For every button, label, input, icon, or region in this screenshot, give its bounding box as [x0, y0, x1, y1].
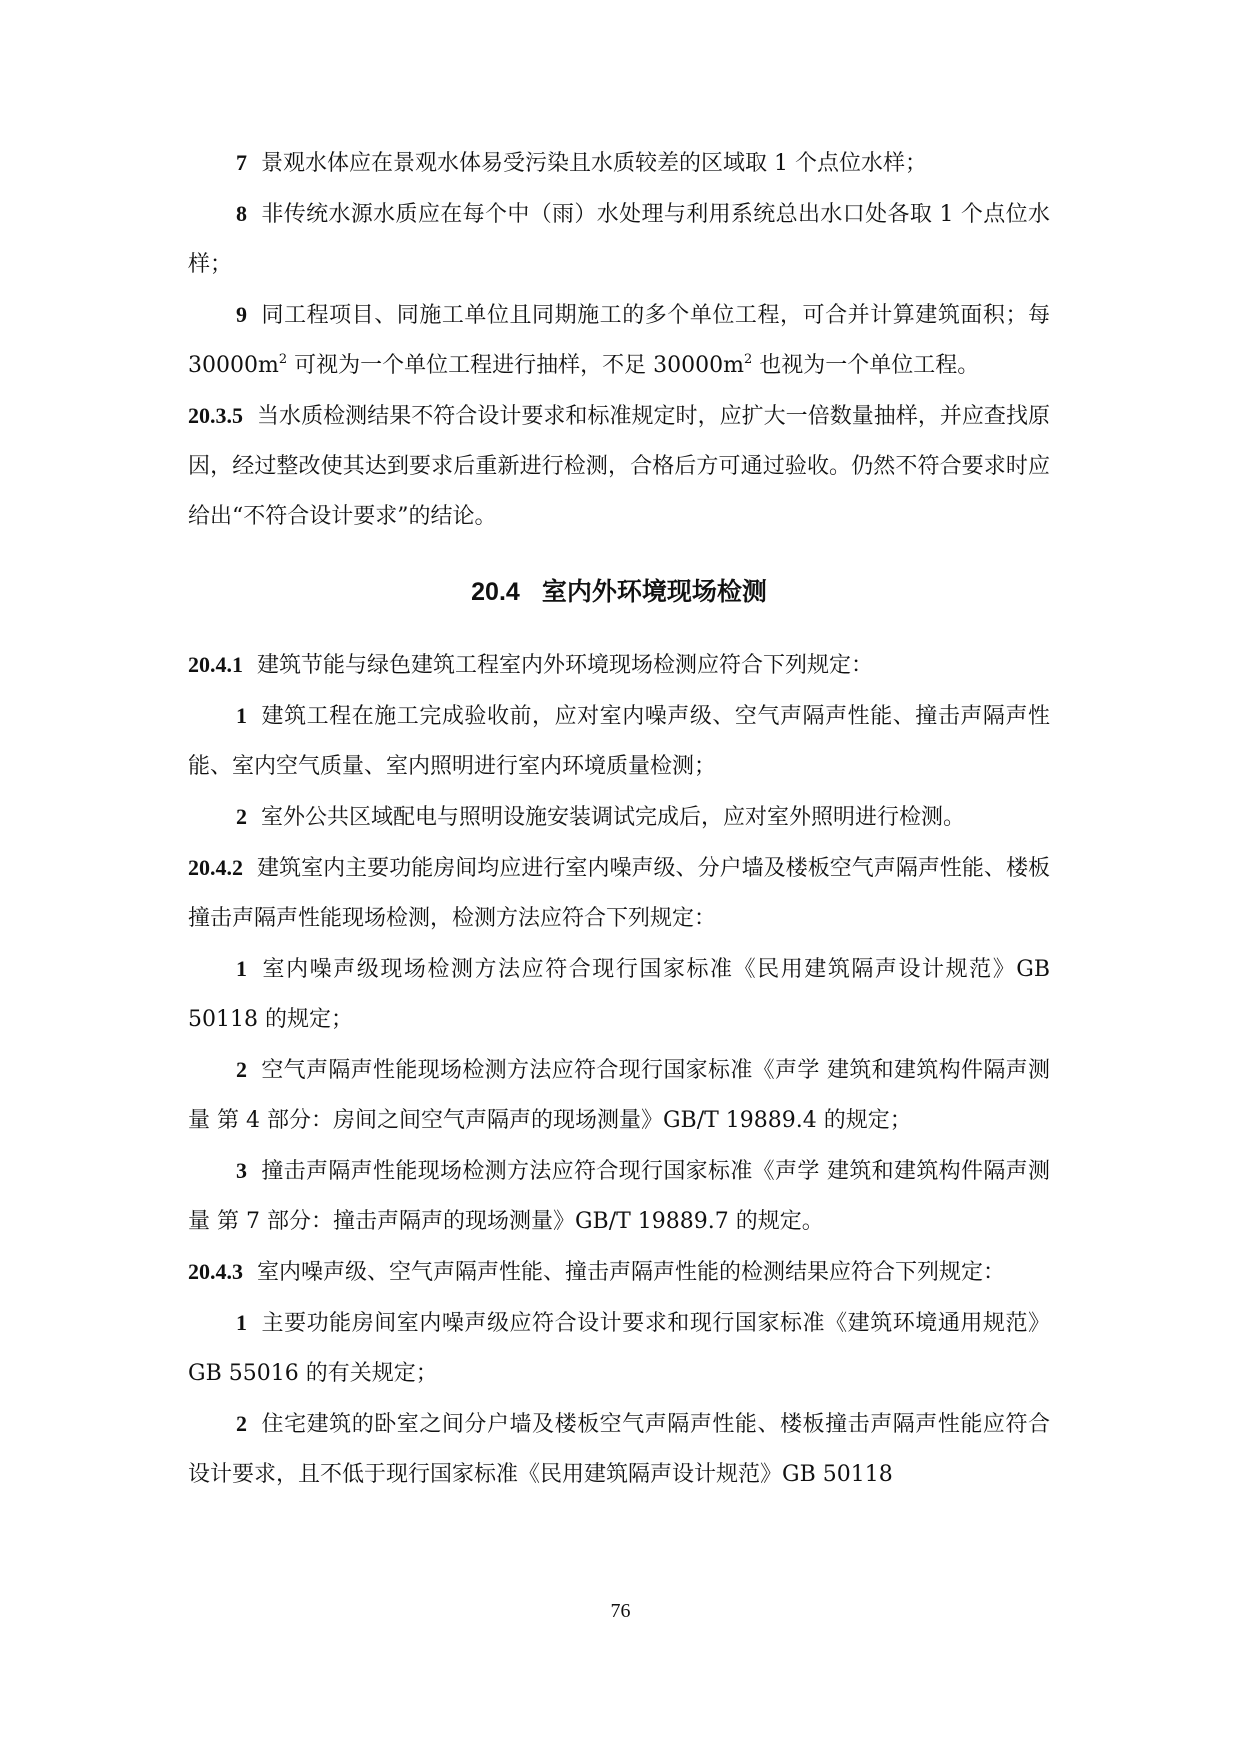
- list-item: [188, 1146, 1050, 1247]
- clause-number: 20.4.3: [188, 1259, 243, 1284]
- item-text: 非传统水源水质应在每个中（雨）水处理与利用系统总出水口处各取 1 个点位水样；: [188, 202, 1050, 277]
- item-number: 2: [236, 1057, 247, 1082]
- item-text: 住宅建筑的卧室之间分户墙及楼板空气声隔声性能、楼板撞击声隔声性能应符合设计要求，且不低于现行国家标准《民用建筑隔声设计规范》GB 50118: [188, 1412, 1050, 1487]
- clause: [188, 391, 1050, 542]
- item-number: 1: [236, 956, 247, 981]
- clause: [188, 843, 1050, 944]
- clause-text: 建筑室内主要功能房间均应进行室内噪声级、分户墙及楼板空气声隔声性能、楼板撞击声隔声性能现场检测，检测方法应符合下列规定：: [188, 856, 1050, 931]
- list-item: [188, 1399, 1050, 1500]
- list-item: [188, 138, 1050, 189]
- item-text: 空气声隔声性能现场检测方法应符合现行国家标准《声学 建筑和建筑构件隔声测量 第 4 部分：房间之间空气声隔声的现场测量》GB/T 19889.4 的规定；: [188, 1058, 1050, 1133]
- page-body: [188, 138, 1050, 1500]
- section-title: 室内外环境现场检测: [541, 577, 767, 606]
- item-text: 室外公共区域配电与照明设施安装调试完成后，应对室外照明进行检测。: [261, 805, 966, 830]
- clause-number: 20.4.2: [188, 855, 243, 880]
- item-text: 也视为一个单位工程。: [752, 353, 980, 378]
- section-number: 20.4: [471, 578, 520, 606]
- superscript: 2: [278, 352, 288, 367]
- list-item: [188, 691, 1050, 792]
- clause-text: 室内噪声级、空气声隔声性能、撞击声隔声性能的检测结果应符合下列规定：: [257, 1260, 1006, 1285]
- list-item: [188, 792, 1050, 843]
- clause: [188, 640, 1050, 691]
- list-item: [188, 290, 1050, 391]
- item-number: 1: [236, 703, 247, 728]
- section-heading: [188, 564, 1050, 620]
- list-item: [188, 189, 1050, 290]
- clause: [188, 1247, 1050, 1298]
- clause-text: 当水质检测结果不符合设计要求和标准规定时，应扩大一倍数量抽样，并应查找原因，经过整改使其达到要求后重新进行检测，合格后方可通过验收。仍然不符合要求时应给出“不符合设计要求”的结论。: [188, 404, 1050, 529]
- superscript: 2: [743, 352, 753, 367]
- clause-number: 20.3.5: [188, 403, 243, 428]
- item-text: 撞击声隔声性能现场检测方法应符合现行国家标准《声学 建筑和建筑构件隔声测量 第 7 部分：撞击声隔声的现场测量》GB/T 19889.7 的规定。: [188, 1159, 1050, 1234]
- item-number: 2: [236, 804, 247, 829]
- item-text: 建筑工程在施工完成验收前，应对室内噪声级、空气声隔声性能、撞击声隔声性能、室内空气质量、室内照明进行室内环境质量检测；: [188, 704, 1050, 779]
- item-number: 2: [236, 1411, 247, 1436]
- item-text: 景观水体应在景观水体易受污染且水质较差的区域取 1 个点位水样；: [261, 151, 927, 176]
- item-text: 同工程项目、同施工单位且同期施工的多个单位工程，可合并计算建筑面积；每 30000m: [188, 303, 1050, 378]
- list-item: [188, 1298, 1050, 1399]
- item-text: 室内噪声级现场检测方法应符合现行国家标准《民用建筑隔声设计规范》GB 50118 的规定；: [188, 957, 1050, 1032]
- item-number: 7: [236, 150, 247, 175]
- item-number: 9: [236, 302, 247, 327]
- item-number: 8: [236, 201, 247, 226]
- item-text: 可视为一个单位工程进行抽样，不足 30000m: [287, 353, 744, 378]
- list-item: [188, 944, 1050, 1045]
- list-item: [188, 1045, 1050, 1146]
- item-text: 主要功能房间室内噪声级应符合设计要求和现行国家标准《建筑环境通用规范》GB 55016 的有关规定；: [188, 1311, 1050, 1386]
- item-number: 3: [236, 1158, 247, 1183]
- page-number: 76: [610, 1600, 631, 1622]
- clause-number: 20.4.1: [188, 652, 243, 677]
- item-number: 1: [236, 1310, 247, 1335]
- clause-text: 建筑节能与绿色建筑工程室内外环境现场检测应符合下列规定：: [257, 653, 874, 678]
